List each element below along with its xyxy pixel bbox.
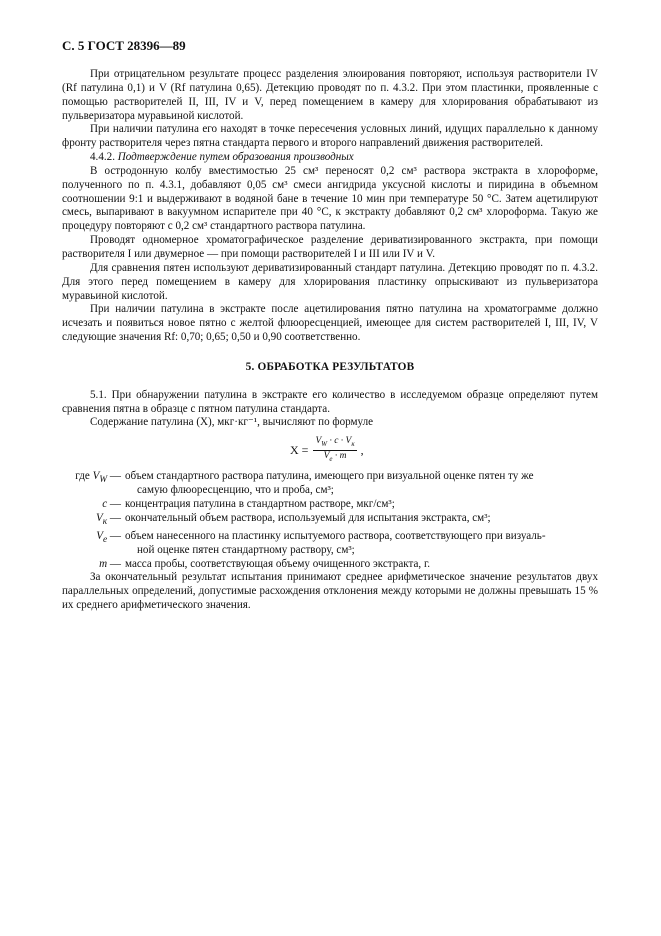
paragraph-formula-intro: Содержание патулина (X), мкг·кг⁻¹, вычисляют по формуле <box>90 416 374 429</box>
formula-fraction <box>313 436 356 465</box>
formula-numerator: $V_W \cdot c \cdot V_к$ <box>315 436 355 449</box>
paragraph-standard-comparison: Для сравнения пятен используют дериватизированный стандарт патулина. Детекцию проводят по п. 4.3.2. Для этого перед помещением в камеру для хлорирования пластинку опрыскивают из пульверизатора муравьиной кислотой. <box>62 261 598 302</box>
definition-symbol: c — <box>102 497 121 510</box>
paragraph-patulin-location: При наличии патулина его находят в точке пересечения условных линий, идущих параллельно к данному фронту растворителя через пятна стандарта первого и второго направлений движения растворителей. <box>62 123 598 150</box>
subsection-heading <box>62 151 598 165</box>
definition-item <box>62 498 598 512</box>
document-body <box>62 68 598 613</box>
definitions-list <box>62 470 598 571</box>
definition-text: окончательный объем раствора, используемый для испытания экстракта, см³; <box>125 511 491 524</box>
definition-item <box>62 470 598 498</box>
page-header: С. 5 ГОСТ 28396—89 <box>62 38 186 53</box>
definition-symbol: где $V_W$ — <box>75 470 121 486</box>
subsection-title: Подтверждение путем образования производных <box>117 151 354 164</box>
section-title: 5. ОБРАБОТКА РЕЗУЛЬТАТОВ <box>245 360 415 373</box>
definition-item <box>62 512 598 530</box>
paragraph-derivatization: В остродонную колбу вместимостью 25 см³ переносят 0,2 см³ раствора экстракта в хлороформе, полученного по п. 4.3.1, добавляют 0,05 см³ смеси ангидрида уксусной кислоты и пиридина в объемном соотношении 9:1 и выдерживают в водяной бане в течение 10 мин при температуре 50 °С. Затем ацетилируют смесь, выпаривают в вакуумном испарителе при 40 °С, к экстракту добавляют 0,2 см³ хлороформа. Такую же процедуру повторяют с 0,2 см³ стандартного раствора патулина. <box>62 164 598 233</box>
formula-block <box>62 430 598 470</box>
formula <box>290 436 364 465</box>
formula-denominator: $V_e \cdot m$ <box>323 451 347 464</box>
formula-tail: , <box>360 442 364 457</box>
subsection-number: 4.4.2. <box>90 151 115 164</box>
definition-text: концентрация патулина в стандартном растворе, мкг/см³; <box>125 497 395 510</box>
paragraph-chromatography: Проводят одномерное хроматографическое разделение дериватизированного экстракта, при помощи растворителя I или двумерное — при помощи растворителей I и III или IV и V. <box>62 234 598 260</box>
definition-text: объем стандартного раствора патулина, имеющего при визуальной оценке пятен ту же самую флюоресценцию, что и проба, см³; <box>125 470 534 497</box>
paragraph-solvent-repeat: При отрицательном результате процесс разделения элюирования повторяют, используя растворители IV (Rf патулина 0,1) и V (Rf патулина 0,65). Детекцию проводят по п. 4.3.2. При этом пластинки, проявленные с помощью растворителей II, III, IV и V, перед помещением в камеру для хлорирования обрабатывают из пульверизатора муравьиной кислотой. <box>62 68 598 122</box>
definition-symbol: m — <box>99 557 121 570</box>
definition-item <box>62 530 598 558</box>
formula-lhs: X = <box>290 442 309 457</box>
paragraph-final-result: За окончательный результат испытания принимают среднее арифметическое значение результатов двух параллельных определений, допустимые расхождения отклонения между которыми не должны превышать 15 % их среднего арифметического значения. <box>62 571 598 612</box>
definition-text: объем нанесенного на пластинку испытуемого раствора, соответствующего при визуаль- ной оценке пятен стандартному раствору, см³; <box>125 529 546 556</box>
definition-symbol: $V_к$ — <box>96 511 121 527</box>
paragraph-detection: 5.1. При обнаружении патулина в экстракте его количество в исследуемом образце определяют путем сравнения пятна в образце с пятном патулина стандарта. <box>62 388 598 415</box>
definition-text: масса пробы, соответствующая объему очищенного экстракта, г. <box>125 557 431 570</box>
definition-item <box>62 558 598 572</box>
definition-symbol: $V_e$ — <box>96 529 121 546</box>
paragraph-fluorescence: При наличии патулина в экстракте после ацетилирования пятно патулина на хроматограмме должно исчезать и появиться новое пятно с желтой флюоресценцией, имеющее для систем растворителей I, III, IV, V следующие значения Rf: 0,70; 0,65; 0,50 и 0,90 соответственно. <box>62 303 598 344</box>
